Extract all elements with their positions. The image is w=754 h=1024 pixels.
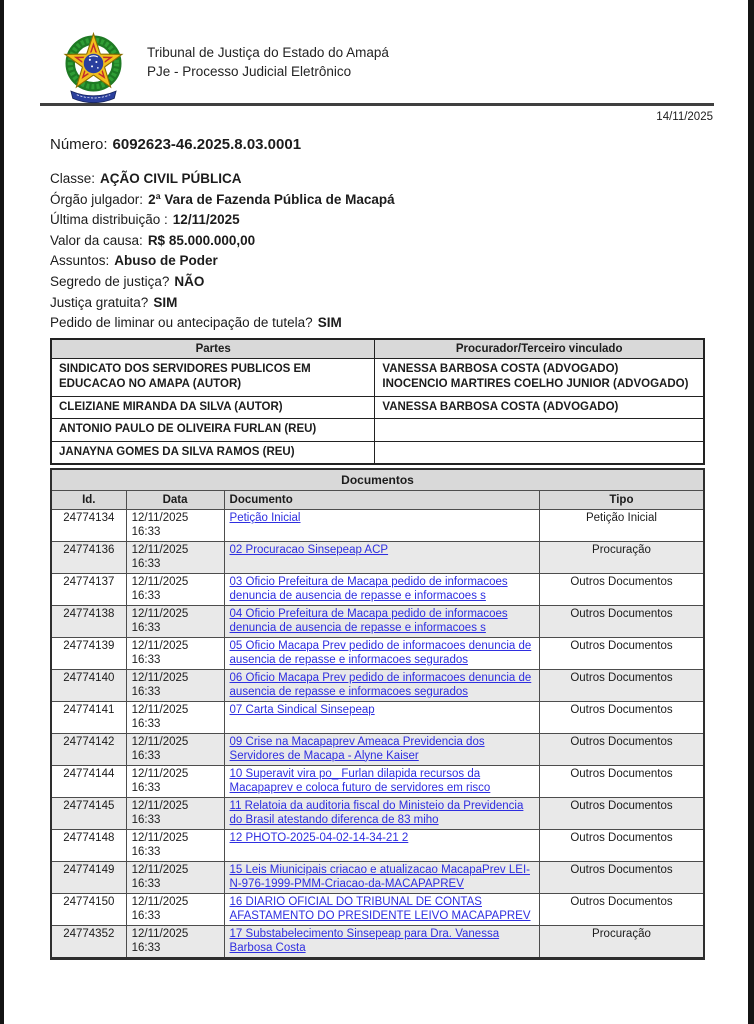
document-id: 24774137 [51,574,126,606]
document-link[interactable]: 04 Oficio Prefeitura de Macapa pedido de informacoes denuncia de ausencia de repasse e informacoes s [229,608,508,634]
document-type: Outros Documentos [539,638,704,670]
party-name: CLEIZIANE MIRANDA DA SILVA (AUTOR) [59,400,283,413]
attorneys-cell [375,441,704,464]
document-time: 16:33 [131,557,161,570]
document-time: 16:33 [131,877,161,890]
document-column-header: Documento [224,491,539,510]
document-date: 12/11/2025 [131,736,189,749]
detail-label: Pedido de liminar ou antecipação de tutela? [50,315,313,331]
header-divider [40,103,714,106]
attorneys-cell [375,419,704,442]
detail-label: Justiça gratuita? [50,294,149,310]
document-time: 16:33 [131,653,161,666]
detail-label: Órgão julgador: [50,191,144,207]
document-link[interactable]: 15 Leis Miunicipais criacao e atualizacao MacapaPrev LEI-N-976-1999-PMM-Criacao-da-MACAPAPREV [229,864,530,890]
documents-header-row [51,491,704,510]
party-row [51,358,704,396]
document-link[interactable]: 09 Crise na Macapaprev Ameaca Previdencia dos Servidores de Macapa - Alyne Kaiser [229,736,485,762]
document-date: 12/11/2025 [131,608,189,621]
process-number-value: 6092623-46.2025.8.03.0001 [112,136,302,153]
detail-value: 2ª Vara de Fazenda Pública de Macapá [148,191,395,207]
document-type: Outros Documentos [539,830,704,862]
print-date: 14/11/2025 [656,111,713,123]
document-link[interactable]: 10 Superavit vira po_ Furlan dilapida recursos da Macapaprev e coloca futuro de servidores em risco [229,768,491,794]
document-date: 12/11/2025 [131,768,189,781]
document-type: Outros Documentos [539,702,704,734]
document-title-cell [224,766,539,798]
document-date-cell [126,670,224,702]
party-row [51,441,704,464]
document-date: 12/11/2025 [131,544,189,557]
document-type: Outros Documentos [539,734,704,766]
type-column-header: Tipo [539,491,704,510]
detail-label: Segredo de justiça? [50,273,170,289]
document-type: Procuração [539,542,704,574]
process-number-line [50,136,754,153]
detail-label: Assuntos: [50,253,110,269]
document-date-cell [126,926,224,959]
process-detail-line [50,169,754,190]
document-link[interactable]: 17 Substabelecimento Sinsepeap para Dra. Vanessa Barbosa Costa [229,928,500,954]
process-detail-line [50,251,754,272]
document-time: 16:33 [131,845,161,858]
process-number-label: Número: [50,136,108,153]
document-date: 12/11/2025 [131,896,189,909]
document-type: Outros Documentos [539,862,704,894]
process-detail-line [50,210,754,231]
party-name: JANAYNA GOMES DA SILVA RAMOS (REU) [59,445,295,458]
document-type: Outros Documentos [539,798,704,830]
document-time: 16:33 [131,685,161,698]
document-time: 16:33 [131,717,161,730]
document-row [51,638,704,670]
document-id: 24774150 [51,894,126,926]
document-title-cell [224,574,539,606]
date-column-header: Data [126,491,224,510]
party-name-cell [51,358,375,396]
party-row [51,419,704,442]
attorneys-column-header: Procurador/Terceiro vinculado [375,339,704,359]
document-title-cell [224,670,539,702]
document-date: 12/11/2025 [131,704,189,717]
document-id: 24774139 [51,638,126,670]
document-date: 12/11/2025 [131,800,189,813]
party-name-cell [51,419,375,442]
document-title-cell [224,830,539,862]
document-date-cell [126,862,224,894]
document-date-cell [126,638,224,670]
process-details [50,169,754,334]
document-type: Outros Documentos [539,606,704,638]
document-id: 24774142 [51,734,126,766]
document-link[interactable]: 07 Carta Sindical Sinsepeap [229,704,375,717]
document-date: 12/11/2025 [131,928,189,941]
document-date-cell [126,574,224,606]
document-link[interactable]: Petição Inicial [229,512,301,525]
document-title-cell [224,638,539,670]
document-time: 16:33 [131,589,161,602]
process-detail-line [50,293,754,314]
document-row [51,734,704,766]
process-detail-line [50,313,754,334]
parties-column-header: Partes [51,339,375,359]
document-id: 24774138 [51,606,126,638]
detail-label: Última distribuição : [50,212,168,228]
document-row [51,894,704,926]
document-row [51,542,704,574]
document-date-cell [126,510,224,542]
document-type: Petição Inicial [539,510,704,542]
document-title-cell [224,734,539,766]
attorney-name: VANESSA BARBOSA COSTA (ADVOGADO) [382,400,619,413]
document-row [51,510,704,542]
document-type: Outros Documentos [539,894,704,926]
page-edge-left [0,0,4,1024]
document-date-cell [126,830,224,862]
document-header [0,0,754,103]
party-name: ANTONIO PAULO DE OLIVEIRA FURLAN (REU) [59,423,317,436]
document-id: 24774134 [51,510,126,542]
documents-table [50,468,705,960]
document-row [51,798,704,830]
document-date: 12/11/2025 [131,832,189,845]
court-name: Tribunal de Justiça do Estado do Amapá [147,45,389,60]
document-date: 12/11/2025 [131,864,189,877]
document-time: 16:33 [131,781,161,794]
process-detail-line [50,190,754,211]
document-row [51,670,704,702]
document-date-cell [126,766,224,798]
process-detail-line [50,231,754,252]
document-row [51,926,704,959]
document-link[interactable]: 12 PHOTO-2025-04-02-14-34-21 2 [229,832,409,845]
detail-value: Abuso de Poder [114,253,218,269]
parties-header-row [51,339,704,359]
document-id: 24774145 [51,798,126,830]
system-name: PJe - Processo Judicial Eletrônico [147,64,352,79]
document-date: 12/11/2025 [131,672,189,685]
document-row [51,702,704,734]
document-id: 24774149 [51,862,126,894]
document-row [51,862,704,894]
document-type: Outros Documentos [539,766,704,798]
attorney-name: INOCENCIO MARTIRES COELHO JUNIOR (ADVOGADO) [382,378,689,391]
document-id: 24774148 [51,830,126,862]
attorney-name: VANESSA BARBOSA COSTA (ADVOGADO) [382,362,619,375]
document-date-cell [126,542,224,574]
detail-label: Valor da causa: [50,232,143,248]
document-time: 16:33 [131,909,161,922]
document-date-cell [126,702,224,734]
document-id: 24774140 [51,670,126,702]
parties-table [50,338,705,466]
detail-value: NÃO [174,273,205,289]
party-name-cell [51,441,375,464]
document-link[interactable]: 06 Oficio Macapa Prev pedido de informacoes denuncia de ausencia de repasse e informacoes segurados [229,672,532,698]
document-type: Procuração [539,926,704,959]
document-link[interactable]: 16 DIARIO OFICIAL DO TRIBUNAL DE CONTAS AFASTAMENTO DO PRESIDENTE LEIVO MACAPAPREV [229,896,531,922]
document-title-cell [224,510,539,542]
party-name-cell [51,396,375,419]
document-time: 16:33 [131,749,161,762]
document-id: 24774144 [51,766,126,798]
id-column-header: Id. [51,491,126,510]
document-row [51,574,704,606]
document-date-cell [126,734,224,766]
document-type: Outros Documentos [539,670,704,702]
document-date: 12/11/2025 [131,576,189,589]
document-date: 12/11/2025 [131,640,189,653]
document-title-cell [224,702,539,734]
attorneys-cell [375,396,704,419]
document-id: 24774136 [51,542,126,574]
party-name: SINDICATO DOS SERVIDORES PUBLICOS EM EDUCACAO NO AMAPA (AUTOR) [59,362,311,391]
document-date: 12/11/2025 [131,512,189,525]
attorneys-cell [375,358,704,396]
document-link[interactable]: 05 Oficio Macapa Prev pedido de informacoes denuncia de ausencia de repasse e informacoes segurados [229,640,532,666]
detail-label: Classe: [50,171,96,186]
document-row [51,606,704,638]
document-time: 16:33 [131,525,161,538]
document-title-cell [224,542,539,574]
documents-title: Documentos [51,469,704,491]
detail-value: SIM [317,315,342,331]
document-type: Outros Documentos [539,574,704,606]
document-id: 24774352 [51,926,126,959]
document-link[interactable]: 02 Procuracao Sinsepeap ACP [229,544,389,557]
page-edge-right [748,0,754,1024]
detail-value: R$ 85.000.000,00 [147,232,256,248]
party-row [51,396,704,419]
detail-value: SIM [153,294,178,310]
document-date-cell [126,894,224,926]
brazil-coat-of-arms-logo [57,30,130,103]
document-row [51,830,704,862]
document-time: 16:33 [131,813,161,826]
document-date-cell [126,798,224,830]
detail-value: AÇÃO CIVIL PÚBLICA [100,171,242,186]
document-title-cell [224,926,539,959]
document-title-cell [224,798,539,830]
document-id: 24774141 [51,702,126,734]
document-link[interactable]: 11 Relatoia da auditoria fiscal do Ministeio da Previdencia do Brasil atestando diferenca de 83 miho [229,800,524,826]
document-title-cell [224,894,539,926]
process-detail-line [50,272,754,293]
document-row [51,766,704,798]
document-title-cell [224,862,539,894]
document-time: 16:33 [131,621,161,634]
detail-value: 12/11/2025 [172,212,240,228]
document-title-cell [224,606,539,638]
document-date-cell [126,606,224,638]
documents-title-bar [51,469,704,491]
document-time: 16:33 [131,941,161,954]
document-link[interactable]: 03 Oficio Prefeitura de Macapa pedido de informacoes denuncia de ausencia de repasse e informacoes s [229,576,508,602]
